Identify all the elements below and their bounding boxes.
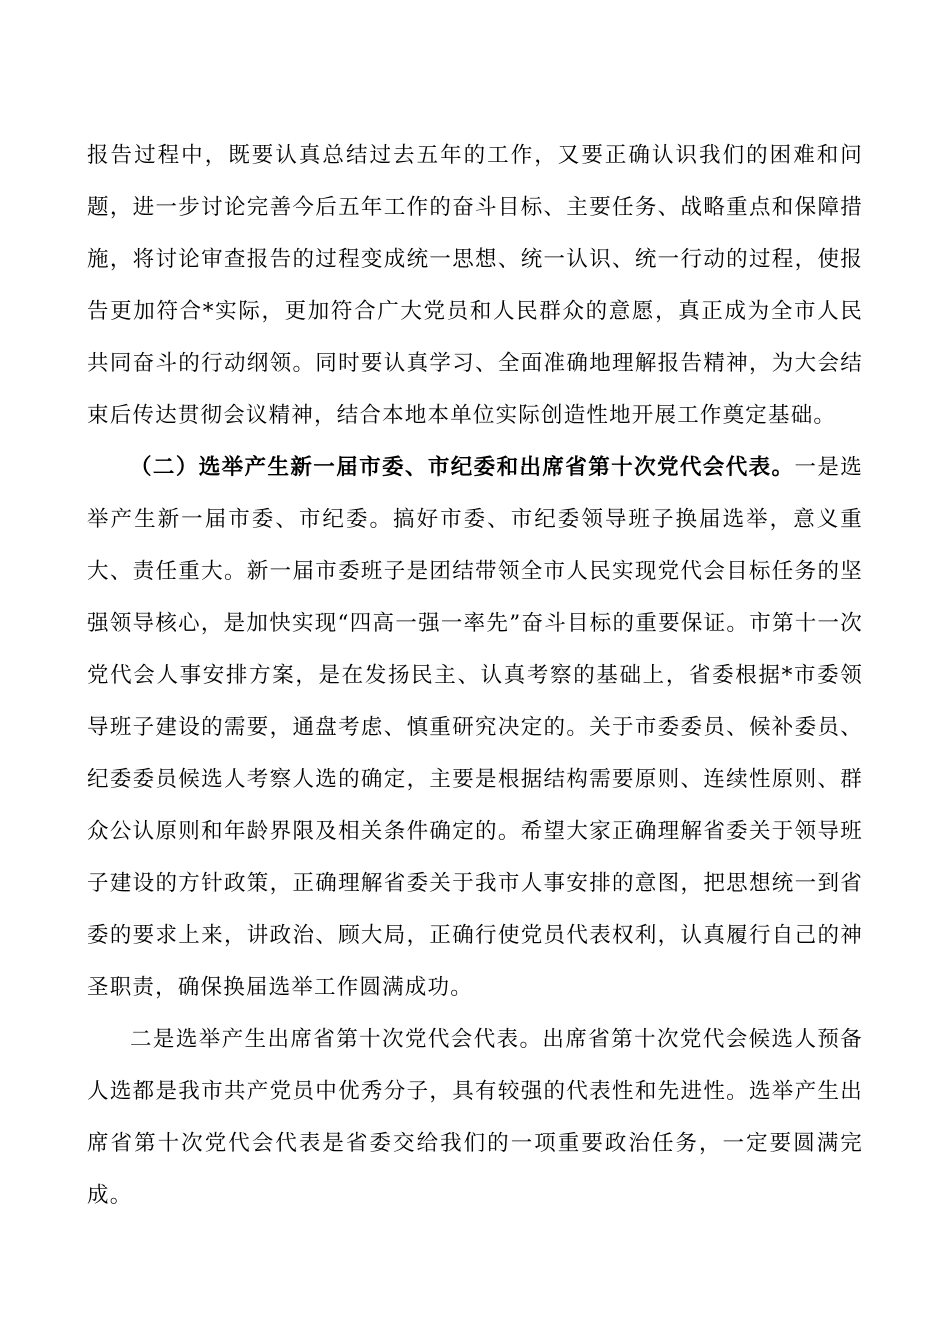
paragraph-election-committee	[87, 442, 863, 1014]
document-page	[87, 130, 863, 1222]
paragraph-body: 一是选举产生新一届市委、市纪委。搞好市委、市纪委领导班子换届选举，意义重大、责任重大。新一届市委班子是团结带领全市人民实现党代会目标任务的坚强领导核心，是加快实现“四高一强一率先”奋斗目标的重要保证。市第十一次党代会人事安排方案，是在发扬民主、认真考察的基础上，省委根据*市委领导班子建设的需要，通盘考虑、慎重研究决定的。关于市委委员、候补委员、纪委委员候选人考察人选的确定，主要是根据结构需要原则、连续性原则、群众公认原则和年龄界限及相关条件确定的。希望大家正确理解省委关于领导班子建设的方针政策，正确理解省委关于我市人事安排的意图，把思想统一到省委的要求上来，讲政治、顾大局，正确行使党员代表权利，认真履行自己的神圣职责，确保换届选举工作圆满成功。	[87, 455, 863, 1000]
paragraph-continuation: 报告过程中，既要认真总结过去五年的工作，又要正确认识我们的困难和问题，进一步讨论完善今后五年工作的奋斗目标、主要任务、战略重点和保障措施，将讨论审查报告的过程变成统一思想、统一认识、统一行动的过程，使报告更加符合*实际，更加符合广大党员和人民群众的意愿，真正成为全市人民共同奋斗的行动纲领。同时要认真学习、全面准确地理解报告精神，为大会结束后传达贯彻会议精神，结合本地本单位实际创造性地开展工作奠定基础。	[87, 143, 863, 428]
section-heading: （二）选举产生新一届市委、市纪委和出席省第十次党代会代表。	[130, 455, 795, 480]
paragraph-election-delegates: 二是选举产生出席省第十次党代会代表。出席省第十次党代会候选人预备人选都是我市共产党员中优秀分子，具有较强的代表性和先进性。选举产生出席省第十次党代会代表是省委交给我们的一项重要政治任务，一定要圆满完成。	[87, 1027, 863, 1208]
